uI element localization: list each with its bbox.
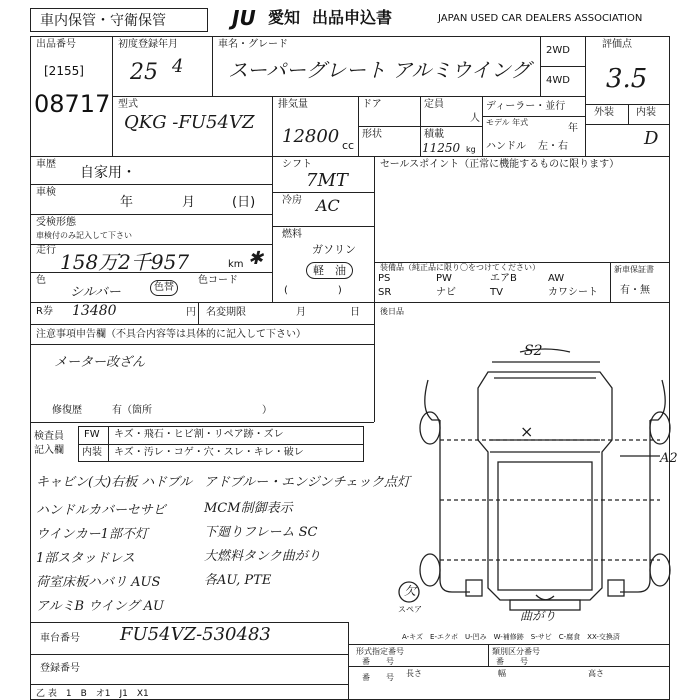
spare-mark: 欠 (404, 584, 417, 598)
model-name: スーパーグレート アルミウイング (228, 58, 531, 82)
type-value: QKG -FU54VZ (124, 112, 255, 133)
capacity-unit: 人 (470, 113, 480, 124)
remark-line: 下廻りフレーム SC (204, 525, 318, 540)
notes-label: 注意事項申告欄（不具合内容等は具体的に記入して下さい） (36, 329, 306, 340)
storage-note: 車内保管・守衛保管 (40, 13, 166, 29)
aircon-value: AC (316, 196, 340, 215)
diagram-center-mark: × (520, 422, 534, 441)
inspection-day-unit: (日) (232, 195, 256, 210)
fuel-option-diesel: 軽 油 (306, 262, 353, 279)
interior-items: キズ・汚レ・コゲ・穴・スレ・キレ・破レ (114, 447, 304, 458)
equipment-item: TV (490, 287, 503, 298)
equipment-item: SR (378, 287, 392, 298)
lot-number-label: 出品番号 (36, 39, 76, 50)
lot-number: 08717 (34, 90, 111, 118)
first-reg-year: 25 (130, 60, 158, 85)
length-label: 長さ (406, 669, 422, 678)
warranty-label: 新車保証書 (614, 265, 654, 274)
interior-label: 内装 (636, 107, 656, 118)
receipt-note: 車検付のみ記入して下さい (36, 231, 132, 240)
load-unit: kg (466, 145, 476, 154)
receipt-label: 受検形態 (36, 217, 76, 228)
door-label: ドア (362, 99, 382, 110)
model-year-label: モデル 年式 (486, 118, 529, 127)
remark-line: アルミB ウイング AU (36, 599, 164, 614)
fw-items: キズ・飛石・ヒビ割・リペア跡・ズレ (114, 429, 284, 440)
name-change-month: 月 (296, 307, 306, 318)
equipment-item: エアB (490, 273, 517, 284)
recycle-unit: 円 (186, 307, 196, 318)
association-name: JAPAN USED CAR DEALERS ASSOCIATION (438, 13, 643, 24)
year-unit: 年 (568, 123, 578, 134)
post-install-label: 後日品 (380, 307, 404, 316)
aircon-label: 冷房 (282, 195, 302, 206)
remark-line: MCM制御表示 (204, 501, 293, 516)
spec-number-sub: 番 号 (362, 657, 394, 666)
entry-label: 記入欄 (34, 445, 64, 456)
fuel-other: ( ) (284, 285, 342, 296)
inspection-label: 車検 (36, 187, 56, 198)
fuel-option-gasoline: ガソリン (312, 243, 356, 256)
exterior-label: 外装 (594, 107, 614, 118)
logo-region: 愛知 (268, 8, 301, 27)
inspector-label: 検査員 (34, 431, 64, 442)
shift-value: 7MT (306, 170, 348, 191)
color-code-label: 色コード (198, 275, 238, 286)
capacity-label: 定員 (424, 99, 444, 110)
recycle-label: R券 (36, 306, 53, 317)
remark-line: 荷室床板ハバリ AUS (36, 575, 161, 590)
recycle-value: 13480 (72, 303, 117, 319)
type-label: 型式 (118, 99, 138, 110)
form-title: 出品申込書 (312, 8, 393, 27)
equipment-item: PS (378, 273, 391, 284)
chassis-value: FU54VZ-530483 (120, 624, 271, 645)
repair-label: 修復歴 (52, 405, 82, 416)
remark-line: 大燃料タンク曲がり (204, 549, 321, 564)
remark-line: ハンドルカバーセサビ (36, 503, 166, 518)
load-value: 11250 (422, 141, 461, 155)
first-reg-label: 初度登録年月 (118, 39, 178, 50)
mileage-unit: km (228, 259, 244, 270)
damage-legend: A-キズ E-エクボ U-凹み W-補修跡 S-サビ C-腐食 XX-交換済 (402, 633, 620, 641)
color-change-circled: 色替 (150, 280, 178, 296)
spec-number-label: 形式指定番号 (356, 647, 404, 656)
equipment-label: 装備品（純正品に限り〇をつけてください） (380, 263, 540, 272)
notes-value: メーター改ざん (54, 355, 146, 370)
first-reg-month: 4 (172, 56, 184, 77)
name-change-day: 日 (350, 307, 360, 318)
history-label: 車歴 (36, 159, 56, 170)
height-label: 高さ (588, 669, 604, 678)
name-change-label: 名変期限 (206, 307, 246, 318)
number-label: 番 号 (362, 673, 394, 682)
interior-head: 内装 (82, 447, 102, 458)
remark-line: 各AU, PTE (204, 573, 272, 588)
displacement-unit: cc (342, 139, 355, 152)
grade-value: 3.5 (606, 64, 648, 94)
remark-line: キャビン(大)右板 ハドブル (36, 475, 193, 490)
mileage-value: 158万2千957 (60, 250, 190, 274)
footer-docs: 乙 表 1 B オ1 J1 X1 (36, 689, 149, 699)
class-number-label: 類別区分番号 (492, 647, 540, 656)
fuel-label: 燃料 (282, 229, 302, 240)
lot-sub-number: [2155] (44, 64, 84, 78)
spare-label: スペア (398, 605, 422, 614)
registration-label: 登録番号 (40, 663, 80, 674)
grade-label: 評価点 (602, 39, 632, 50)
inspection-month-unit: 月 (182, 195, 196, 210)
remark-line: 1部スタッドレス (36, 551, 135, 566)
mileage-label: 走行 (36, 245, 56, 256)
remark-line: アドブルー・エンジンチェック点灯 (204, 475, 411, 490)
shape-label: 形状 (362, 129, 382, 140)
diagram-top-mark: S2 (524, 343, 543, 359)
equipment-item: AW (548, 273, 565, 284)
handle-options: 左・右 (538, 141, 568, 152)
shift-label: シフト (282, 159, 312, 170)
ju-logo: JU (232, 6, 256, 30)
displacement-label: 排気量 (278, 99, 308, 110)
width-label: 幅 (498, 669, 506, 678)
equipment-item: カワシート (548, 287, 598, 298)
color-value: シルバー (70, 285, 121, 300)
fw-head: FW (84, 429, 100, 440)
history-value: 自家用・ (80, 165, 136, 181)
load-label: 積載 (424, 129, 444, 140)
repair-value: 有（箇所 ） (112, 405, 272, 416)
chassis-label: 車台番号 (40, 633, 80, 644)
drive-4wd: 4WD (546, 75, 570, 86)
equipment-item: ナビ (436, 287, 456, 298)
dealer-label: ディーラー・並行 (486, 101, 566, 112)
interior-grade: D (644, 128, 659, 149)
bend-note: 曲がり (520, 609, 557, 623)
equipment-item: PW (436, 273, 452, 284)
diagram-right-mark: A2 (660, 451, 678, 466)
model-label: 車名・グレード (218, 39, 288, 50)
displacement-value: 12800 (282, 126, 340, 147)
warranty-options: 有・無 (620, 285, 650, 296)
class-number-sub: 番 号 (496, 657, 528, 666)
handle-label: ハンドル (486, 141, 526, 152)
color-label: 色 (36, 275, 46, 286)
inspection-year-unit: 年 (120, 195, 134, 210)
remark-line: ウインカー1部不灯 (36, 527, 148, 542)
sales-points-label: セールスポイント（正常に機能するものに限ります） (380, 159, 620, 170)
mileage-check-mark: ✱ (248, 248, 264, 269)
drive-2wd: 2WD (546, 45, 570, 56)
